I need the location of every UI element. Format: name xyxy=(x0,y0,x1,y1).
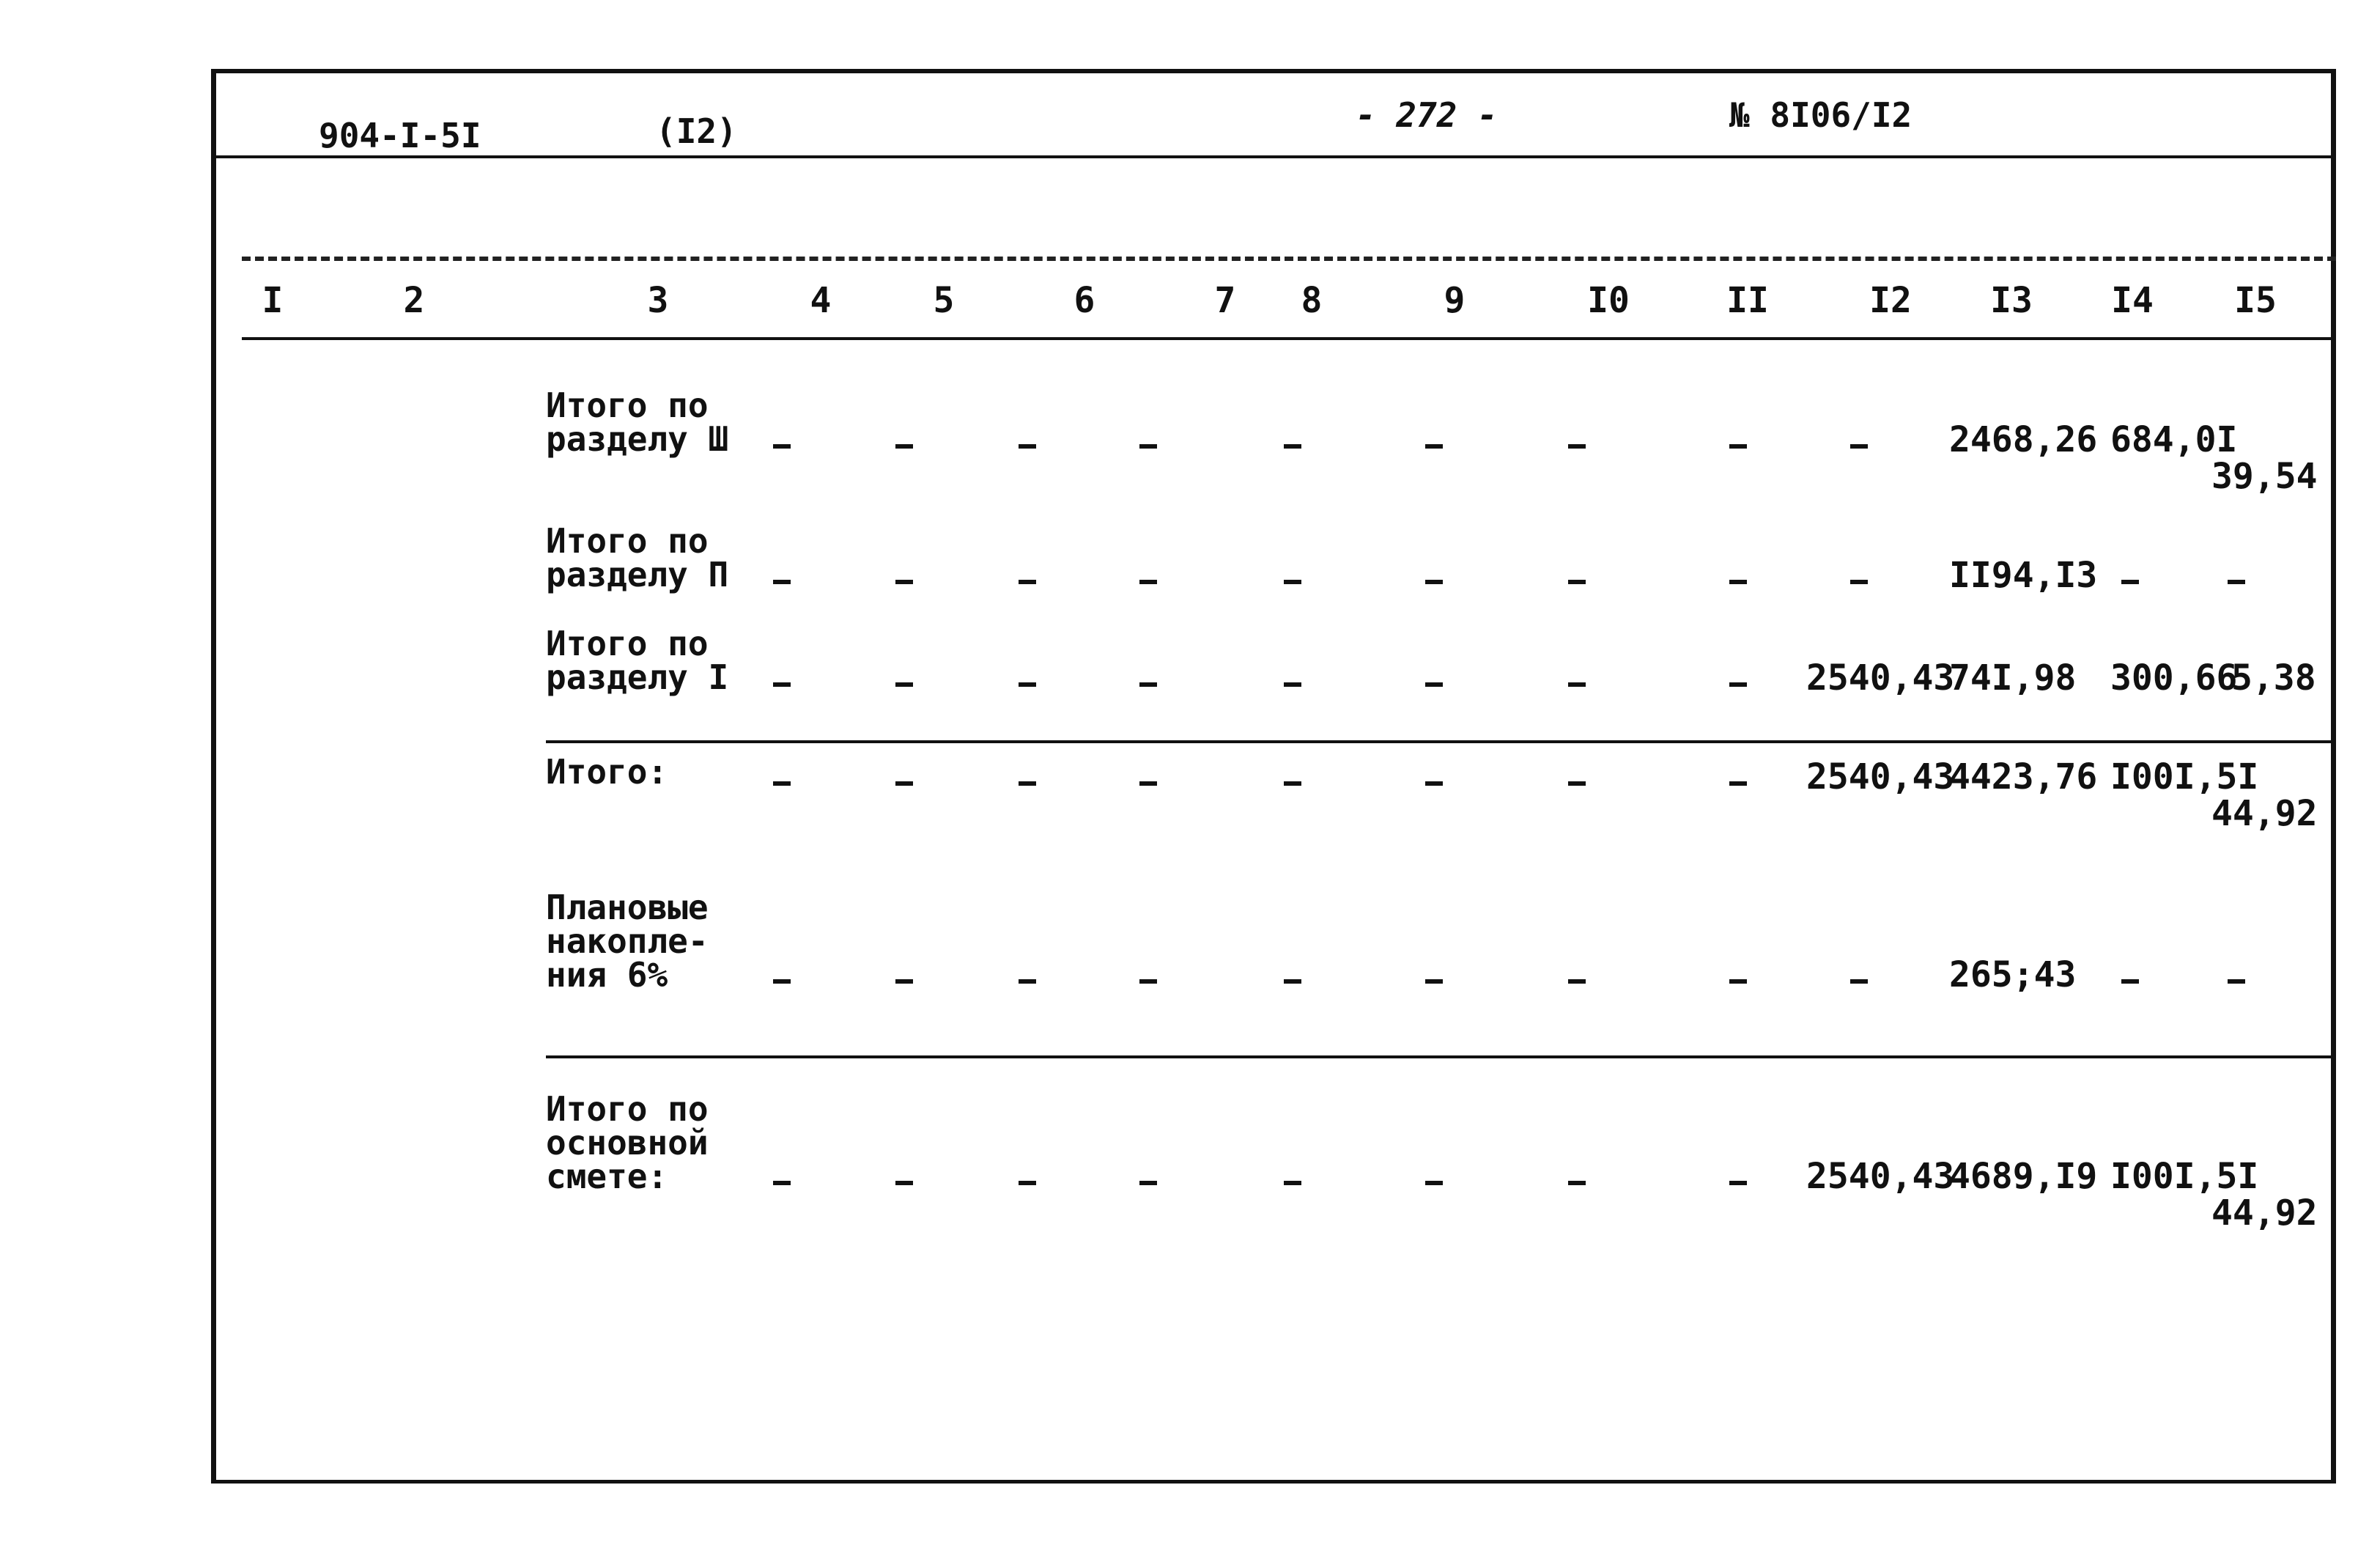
empty-cell-dash xyxy=(2121,979,2139,984)
value-cell: 2540,43 xyxy=(1806,756,1955,797)
column-number: 3 xyxy=(647,280,669,321)
row-label: Итого по разделу Ш xyxy=(546,386,729,459)
column-number: 7 xyxy=(1214,280,1236,321)
row-separator xyxy=(546,1055,2336,1058)
empty-cell-dash xyxy=(1425,682,1443,687)
value-cell: 39,54 xyxy=(2211,456,2318,497)
value-cell: I00I,5I xyxy=(2110,756,2259,797)
value-cell: 300,66 xyxy=(2110,657,2238,699)
empty-cell-dash xyxy=(1568,682,1586,687)
value-cell: 265;43 xyxy=(1949,954,2077,995)
empty-cell-dash xyxy=(1850,979,1868,984)
empty-cell-dash xyxy=(895,781,913,786)
empty-cell-dash xyxy=(2228,580,2245,584)
empty-cell-dash xyxy=(895,580,913,584)
empty-cell-dash xyxy=(1850,444,1868,449)
empty-cell-dash xyxy=(2121,580,2139,584)
empty-cell-dash xyxy=(1019,781,1036,786)
column-number: 5 xyxy=(933,280,955,321)
value-cell: 4423,76 xyxy=(1949,756,2098,797)
empty-cell-dash xyxy=(1850,580,1868,584)
value-cell: 74I,98 xyxy=(1949,657,2077,699)
empty-cell-dash xyxy=(1425,580,1443,584)
empty-cell-dash xyxy=(895,444,913,449)
empty-cell-dash xyxy=(773,580,791,584)
empty-cell-dash xyxy=(895,682,913,687)
empty-cell-dash xyxy=(1568,580,1586,584)
sheet-label: (I2) xyxy=(656,111,737,151)
column-number: I xyxy=(262,280,284,321)
column-number: I0 xyxy=(1587,280,1630,321)
empty-cell-dash xyxy=(773,444,791,449)
column-number: 6 xyxy=(1073,280,1095,321)
empty-cell-dash xyxy=(1284,444,1301,449)
value-cell: 44,92 xyxy=(2211,793,2318,834)
column-header-bottom-rule xyxy=(242,337,2336,340)
value-cell: 2540,43 xyxy=(1806,657,1955,699)
empty-cell-dash xyxy=(1284,781,1301,786)
row-label: Итого: xyxy=(546,752,668,792)
value-cell: 684,0I xyxy=(2110,419,2238,460)
empty-cell-dash xyxy=(1139,1181,1157,1185)
empty-cell-dash xyxy=(1019,1181,1036,1185)
order-number: № 8I06/I2 xyxy=(1729,95,1912,135)
doc-code: 904-I-5I xyxy=(319,116,481,155)
column-number: I2 xyxy=(1869,280,1912,321)
empty-cell-dash xyxy=(895,979,913,984)
empty-cell-dash xyxy=(1425,781,1443,786)
empty-cell-dash xyxy=(1139,781,1157,786)
empty-cell-dash xyxy=(773,682,791,687)
column-header-top-rule xyxy=(242,257,2336,261)
empty-cell-dash xyxy=(1568,979,1586,984)
empty-cell-dash xyxy=(1729,781,1747,786)
empty-cell-dash xyxy=(1019,979,1036,984)
row-separator xyxy=(546,740,2336,743)
empty-cell-dash xyxy=(895,1181,913,1185)
empty-cell-dash xyxy=(1729,979,1747,984)
empty-cell-dash xyxy=(1568,444,1586,449)
empty-cell-dash xyxy=(1425,444,1443,449)
empty-cell-dash xyxy=(1284,1181,1301,1185)
column-number: 4 xyxy=(810,280,832,321)
empty-cell-dash xyxy=(1729,682,1747,687)
value-cell: 44,92 xyxy=(2211,1193,2318,1234)
empty-cell-dash xyxy=(1425,1181,1443,1185)
empty-cell-dash xyxy=(773,979,791,984)
value-cell: II94,I3 xyxy=(1949,555,2098,596)
empty-cell-dash xyxy=(1284,979,1301,984)
column-number: 9 xyxy=(1444,280,1466,321)
empty-cell-dash xyxy=(1284,580,1301,584)
value-cell: 5,38 xyxy=(2231,657,2316,699)
empty-cell-dash xyxy=(773,1181,791,1185)
column-number: II xyxy=(1726,280,1769,321)
header-rule xyxy=(211,155,2336,158)
empty-cell-dash xyxy=(2228,979,2245,984)
empty-cell-dash xyxy=(1139,682,1157,687)
empty-cell-dash xyxy=(1729,444,1747,449)
empty-cell-dash xyxy=(1019,444,1036,449)
empty-cell-dash xyxy=(1729,580,1747,584)
empty-cell-dash xyxy=(1568,781,1586,786)
column-number: I4 xyxy=(2111,280,2154,321)
value-cell: 4689,I9 xyxy=(1949,1156,2098,1197)
column-number: 8 xyxy=(1301,280,1323,321)
empty-cell-dash xyxy=(1139,444,1157,449)
empty-cell-dash xyxy=(1139,580,1157,584)
empty-cell-dash xyxy=(1139,979,1157,984)
value-cell: 2540,43 xyxy=(1806,1156,1955,1197)
row-label: Итого по разделу П xyxy=(546,521,729,594)
empty-cell-dash xyxy=(1019,682,1036,687)
empty-cell-dash xyxy=(773,781,791,786)
empty-cell-dash xyxy=(1019,580,1036,584)
row-label: Итого по разделу I xyxy=(546,624,729,697)
value-cell: 2468,26 xyxy=(1949,419,2098,460)
column-number: I5 xyxy=(2234,280,2277,321)
empty-cell-dash xyxy=(1568,1181,1586,1185)
page-number: - 272 - xyxy=(1356,95,1498,135)
value-cell: I00I,5I xyxy=(2110,1156,2259,1197)
empty-cell-dash xyxy=(1284,682,1301,687)
empty-cell-dash xyxy=(1729,1181,1747,1185)
column-number: 2 xyxy=(403,280,425,321)
row-label: Итого по основной смете: xyxy=(546,1089,709,1196)
empty-cell-dash xyxy=(1425,979,1443,984)
row-label: Плановые накопле- ния 6% xyxy=(546,888,709,995)
column-number: I3 xyxy=(1990,280,2033,321)
